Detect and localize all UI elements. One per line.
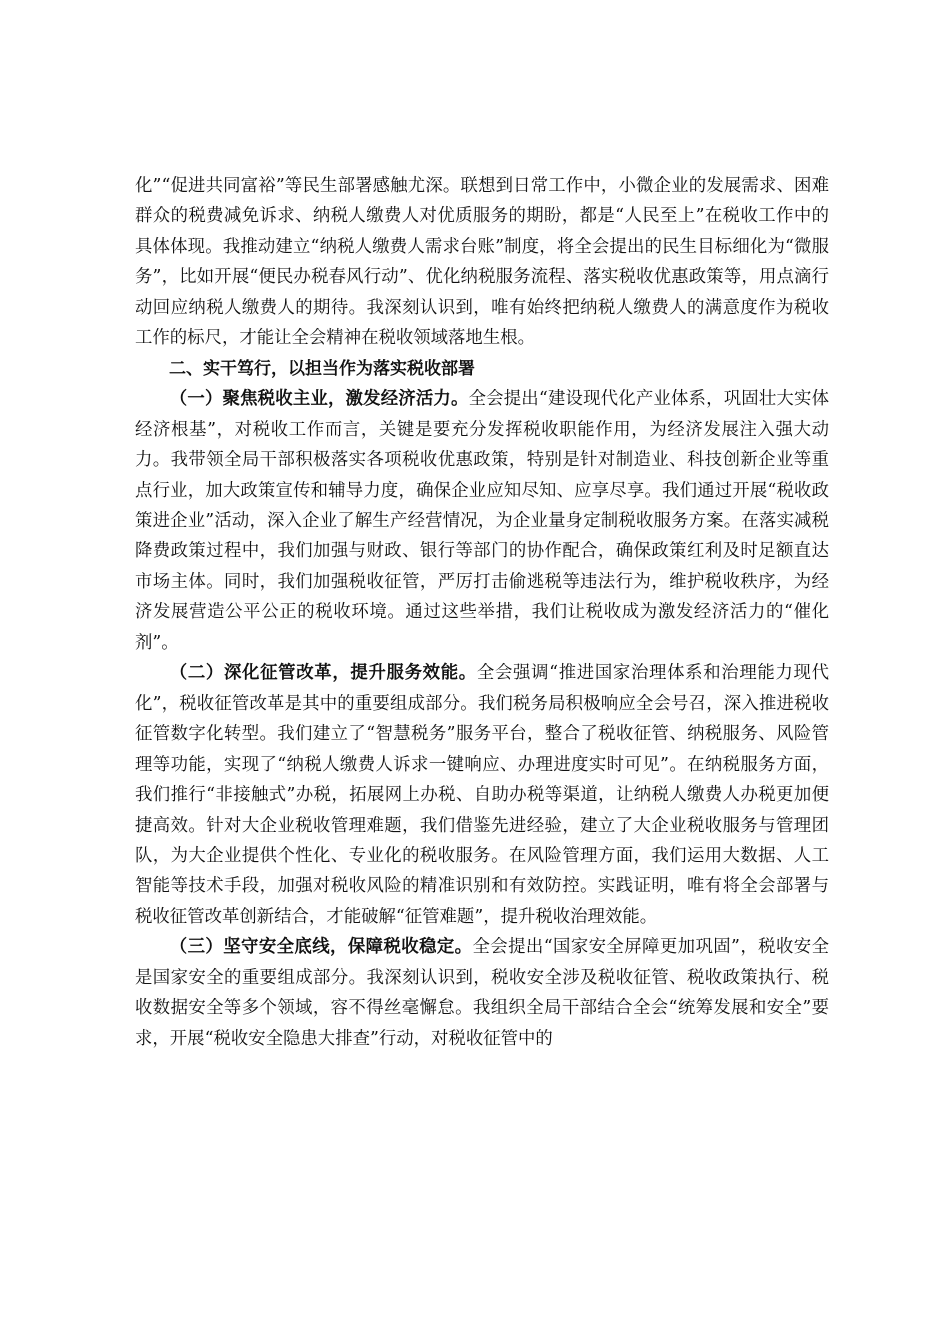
subsection-paragraph-3 [135,932,829,1054]
subsection-paragraph-2 [135,658,829,932]
section-heading-2: 二、实干笃行，以担当作为落实税收部署 [169,358,475,379]
subsection-body-1: 全会提出“建设现代化产业体系，巩固壮大实体经济根基”，对税收工作而言，关键是要充分发挥税收职能作用，为经济发展注入强大动力。我带领全局干部积极落实各项税收优惠政策，特别是针对制造业、科技创新企业等重点行业，加大政策宣传和辅导力度，确保企业应知尽知、应享尽享。我们通过开展“税收政策进企业”活动，深入企业了解生产经营情况，为企业量身定制税收服务方案。在落实减税降费政策过程中，我们加强与财政、银行等部门的协作配合，确保政策红利及时足额直达市场主体。同时，我们加强税收征管，严厉打击偷逃税等违法行为，维护税收秩序，为经济发展营造公平公正的税收环境。通过这些举措，我们让税收成为激发经济活力的“催化剂”。 [135,389,829,653]
subsection-lead-2: （二）深化征管改革，提升服务效能。 [169,663,477,684]
paragraph-continuation: 化”“促进共同富裕”等民生部署感触尤深。联想到日常工作中，小微企业的发展需求、困难群众的税费减免诉求、纳税人缴费人对优质服务的期盼，都是“人民至上”在税收工作中的具体体现。我推动建立“纳税人缴费人需求台账”制度，将全会提出的民生目标细化为“微服务”，比如开展“便民办税春风行动”、优化纳税服务流程、落实税收优惠政策等，用点滴行动回应纳税人缴费人的期待。我深刻认识到，唯有始终把纳税人缴费人的满意度作为税收工作的标尺，才能让全会精神在税收领域落地生根。 [135,176,829,349]
subsection-lead-1: （一）聚焦税收主业，激发经济活力。 [169,389,469,410]
subsection-body-2: 全会强调“推进国家治理体系和治理能力现代化”，税收征管改革是其中的重要组成部分。我们税务局积极响应全会号召，深入推进税收征管数字化转型。我们建立了“智慧税务”服务平台，整合了税收征管、纳税服务、风险管理等功能，实现了“纳税人缴费人诉求一键响应、办理进度实时可见”。在纳税服务方面，我们推行“非接触式”办税，拓展网上办税、自助办税等渠道，让纳税人缴费人办税更加便捷高效。针对大企业税收管理难题，我们借鉴先进经验，建立了大企业税收服务与管理团队，为大企业提供个性化、专业化的税收服务。在风险管理方面，我们运用大数据、人工智能等技术手段，加强对税收风险的精准识别和有效防控。实践证明，唯有将全会部署与税收征管改革创新结合，才能破解“征管难题”，提升税收治理效能。 [135,663,829,927]
subsection-lead-3: （三）坚守安全底线，保障税收稳定。 [169,937,473,958]
document-page [135,171,829,1054]
subsection-paragraph-1 [135,384,829,658]
subsection-body-3: 全会提出“国家安全屏障更加巩固”，税收安全是国家安全的重要组成部分。我深刻认识到，税收安全涉及税收征管、税收政策执行、税收数据安全等多个领域，容不得丝毫懈怠。我组织全局干部结合全会“统筹发展和安全”要求，开展“税收安全隐患大排查”行动，对税收征管中的 [135,937,829,1049]
